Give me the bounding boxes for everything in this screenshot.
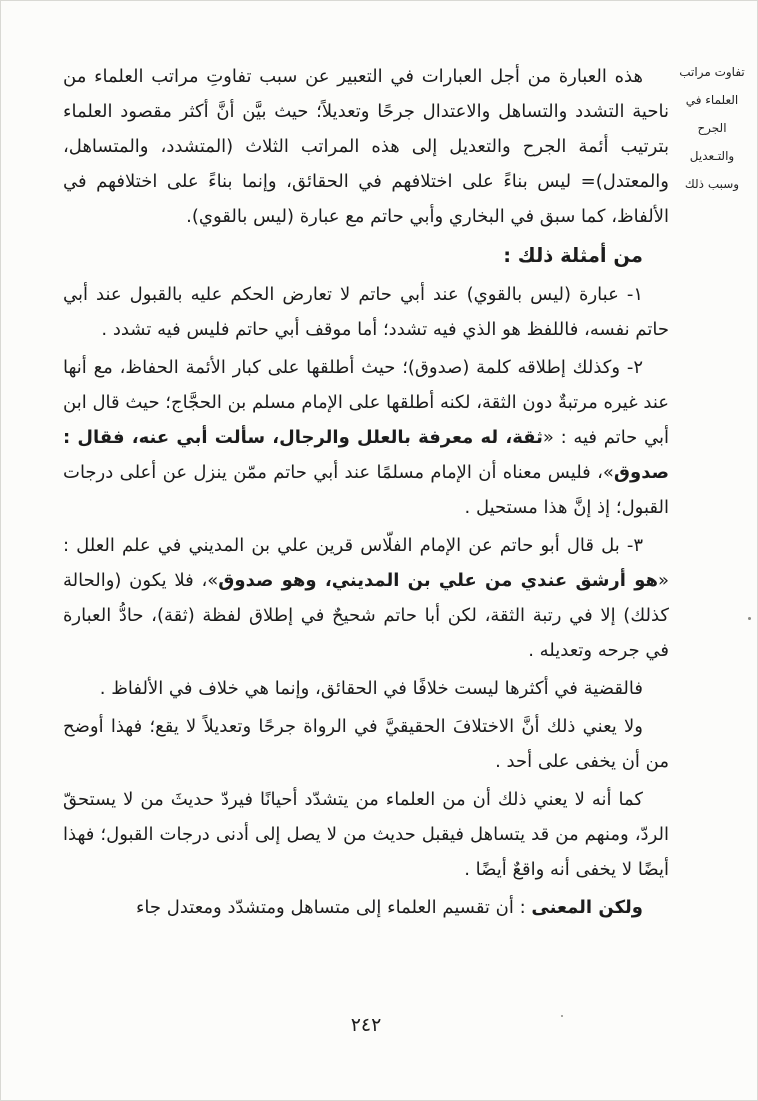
item2-quote-bold: ثقة، له معرفة بالعلل والرجال، سألت أبي عنه، فقال : صدوق: [63, 427, 669, 483]
scan-speck: [748, 617, 751, 620]
item2-text-normal: ٢- وكذلك إطلاقه كلمة (صدوق)؛ حيث أطلقها على كبار الأئمة الحفاظ، مع أنها عند غيره مرتبةٌ دون الثقة، لكنه أطلقها على الإمام مسلم بن الحجَّاج؛ حيث قال ابن أبي حاتم فيه : «: [63, 357, 670, 448]
final-lead-bold: ولكن المعنى: [531, 897, 643, 918]
item3-text-normal: »، فلا يكون (والحالة كذلك) إلا في رتبة الثقة، لكن أبا حاتم شحيحٌ في إطلاق لفظة (ثقة)، حادُّ العبارة في جرحه وتعديله .: [63, 570, 669, 661]
item3-text-normal: ٣- بل قال أبو حاتم عن الإمام الفلّاس قرين علي بن المديني في علم العلل : «: [63, 535, 670, 591]
margin-note-line: الجرح: [697, 121, 727, 135]
item3-quote-bold: هو أرشق عندي من علي بن المديني، وهو صدوق: [218, 570, 658, 591]
margin-note-line: العلماء في: [685, 93, 739, 107]
margin-note-line: تفاوت مراتب: [679, 65, 745, 79]
paragraph-conclusion-2: ولا يعني ذلك أنَّ الاختلافَ الحقيقيَّ في الرواة جرحًا وتعديلاً لا يقع؛ فهذا أوضح من أن يخفى على أحد .: [63, 716, 669, 772]
example-item-3: [63, 528, 669, 668]
section-heading-examples: من أمثلة ذلك :: [503, 244, 643, 267]
margin-note-line: والتـعديل: [689, 149, 735, 163]
text-column: [63, 59, 669, 928]
margin-note: [669, 58, 755, 198]
margin-note-line: وسبب ذلك: [684, 177, 740, 191]
final-text-normal: : أن تقسيم العلماء إلى متساهل ومتشدّد ومعتدل جاء: [135, 897, 532, 918]
paragraph-final: [63, 890, 669, 925]
page-number: ٢٤٢: [350, 1014, 382, 1036]
paragraph-conclusion-3: كما أنه لا يعني ذلك أن من العلماء من يتشدّد أحيانًا فيردّ حديثَ من لا يستحقّ الردّ، ومنهم من قد يتساهل فيقبل حديث من لا يصل إلى أدنى درجات القبول؛ فهذا أيضًا لا يخفى أنه واقعٌ أيضًا .: [63, 789, 669, 880]
paragraph-intro: هذه العبارة من أجل العبارات في التعبير عن سبب تفاوتِ مراتب العلماء من ناحية التشدد والتساهل والاعتدال جرحًا وتعديلاً؛ حيث بيَّن أنَّ أكثر مقصود العلماء بترتيب أئمة الجرح والتعديل إلى هذه المراتب الثلاث (المتشدد، والمتساهل، والمعتدل)= ليس بناءً على اختلافهم في الحقائق، وإنما بناءً على اختلافهم في الألفاظ، كما سبق في البخاري وأبي حاتم مع عبارة (ليس بالقوي).: [63, 66, 669, 227]
example-item-2: [63, 350, 669, 525]
scan-speck: [561, 1015, 563, 1017]
item2-text-normal: »، فليس معناه أن الإمام مسلمًا عند أبي حاتم ممّن ينزل عن أعلى درجات القبول؛ إذ إنَّ هذا مستحيل .: [63, 462, 669, 518]
example-item-1: ١- عبارة (ليس بالقوي) عند أبي حاتم لا تعارض الحكم عليه بالقبول عند أبي حاتم نفسه، فاللفظ هو الذي فيه تشدد؛ أما موقف أبي حاتم فليس فيه تشدد .: [63, 284, 669, 340]
paragraph-conclusion-1: فالقضية في أكثرها ليست خلافًا في الحقائق، وإنما هي خلاف في الألفاظ .: [99, 678, 643, 699]
